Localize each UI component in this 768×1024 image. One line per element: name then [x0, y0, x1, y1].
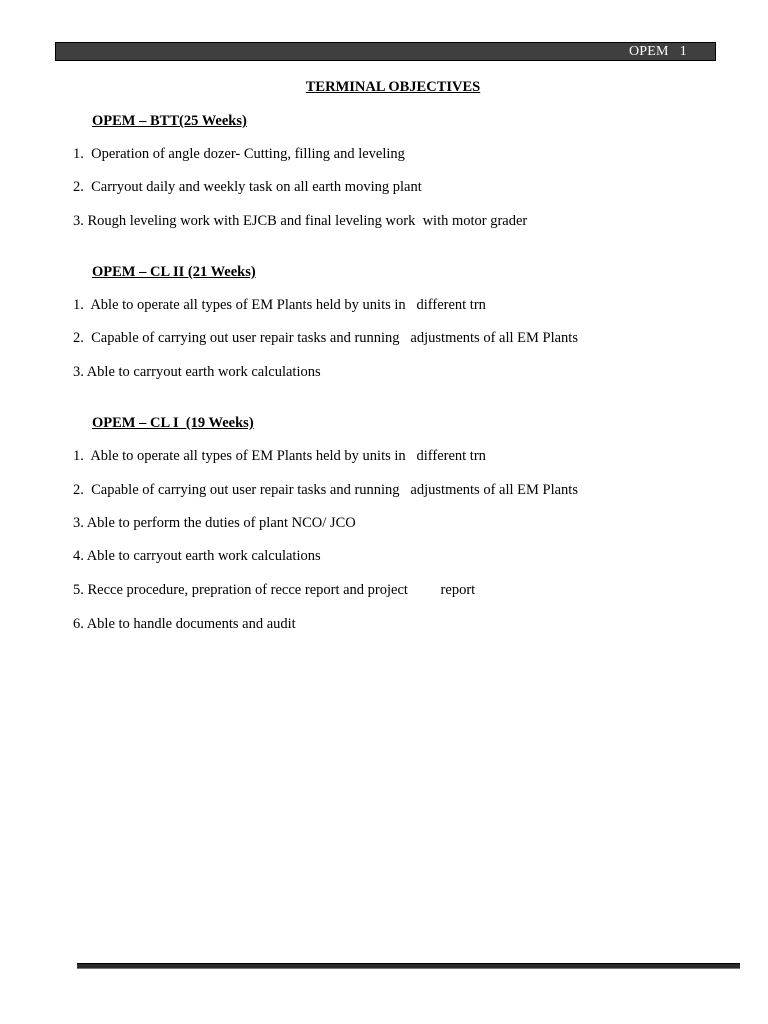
section-heading-cl2: OPEM – CL II (21 Weeks)	[92, 264, 256, 280]
page-header-label: OPEM 1	[629, 44, 687, 59]
page-header-bar	[55, 42, 716, 61]
page-title: TERMINAL OBJECTIVES	[305, 79, 481, 95]
list-item: 4. Able to carryout earth work calculations	[73, 548, 321, 564]
page-footer-bar	[77, 963, 740, 969]
section-heading-btt: OPEM – BTT(25 Weeks)	[92, 113, 247, 129]
list-item: 2. Capable of carrying out user repair tasks and running adjustments of all EM Plants	[73, 330, 578, 346]
list-item: 5. Recce procedure, prepration of recce report and project report	[73, 582, 476, 598]
list-item: 3. Able to carryout earth work calculations	[73, 364, 321, 380]
list-item: 1. Able to operate all types of EM Plants held by units in different trn	[73, 297, 486, 313]
list-item: 1. Able to operate all types of EM Plants held by units in different trn	[73, 448, 486, 464]
section-heading-cl1: OPEM – CL I (19 Weeks)	[92, 415, 254, 431]
list-item: 1. Operation of angle dozer- Cutting, filling and leveling	[73, 146, 405, 162]
list-item: 6. Able to handle documents and audit	[73, 616, 296, 632]
list-item: 3. Rough leveling work with EJCB and final leveling work with motor grader	[73, 213, 528, 229]
list-item: 2. Capable of carrying out user repair tasks and running adjustments of all EM Plants	[73, 482, 578, 498]
list-item: 2. Carryout daily and weekly task on all earth moving plant	[73, 179, 422, 195]
list-item: 3. Able to perform the duties of plant NCO/ JCO	[73, 515, 356, 531]
